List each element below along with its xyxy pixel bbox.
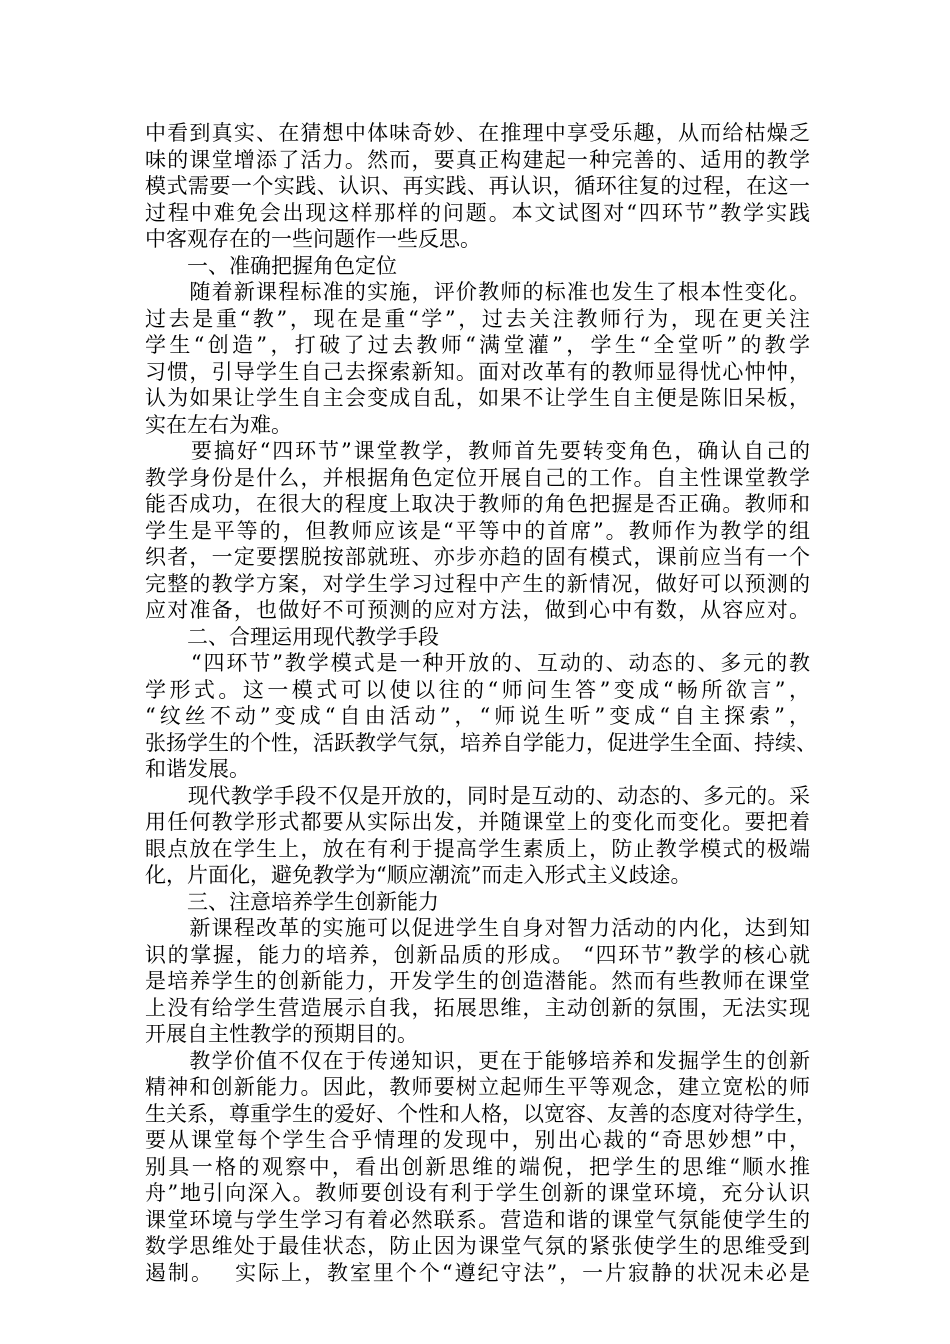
text-line: 要从课堂每个学生合乎情理的发现中，别出心裁的“奇思妙想”中，: [145, 1128, 810, 1152]
text-line: 二、合理运用现代教学手段: [145, 624, 439, 649]
text-line: 学生是平等的，但教师应该是“平等中的首席”。教师作为教学的组: [145, 518, 810, 543]
text-line: 眼点放在学生上，放在有利于提高学生素质上，防止教学模式的极端: [145, 836, 810, 861]
text-line: 别具一格的观察中，看出创新思维的端倪，把学生的思维“顺水推: [145, 1154, 810, 1179]
text-line: 完整的教学方案，对学生学习过程中产生的新情况，做好可以预测的: [145, 571, 810, 596]
text-line: 上没有给学生营造展示自我，拓展思维，主动创新的氛围，无法实现: [145, 995, 810, 1020]
text-line: 是培养学生的创新能力，开发学生的创造潜能。然而有些教师在课堂: [145, 969, 810, 993]
text-line: “纹丝不动”变成“自由活动”，“师说生听”变成“自主探索”，: [145, 704, 810, 728]
text-line: 开展自主性教学的预期目的。: [145, 1022, 418, 1046]
text-line: 课堂环境与学生学习有着必然联系。营造和谐的课堂气氛能使学生的: [145, 1207, 810, 1232]
text-line: 过程中难免会出现这样那样的问题。本文试图对“四环节”教学实践: [145, 200, 810, 225]
text-line: 遏制。 实际上，教室里个个“遵纪守法”，一片寂静的状况未必是: [145, 1260, 810, 1285]
text-line: 数学思维处于最佳状态，防止因为课堂气氛的紧张使学生的思维受到: [145, 1234, 810, 1258]
text-line: 精神和创新能力。因此，教师要树立起师生平等观念，建立宽松的师: [145, 1075, 810, 1099]
text-line: 实在左右为难。: [145, 412, 292, 437]
text-line: 习惯，引导学生自己去探索新知。面对改革有的教师显得忧心忡忡，: [145, 359, 810, 384]
document-body: [145, 120, 817, 1286]
text-line: 教学身份是什么，并根据角色定位开展自己的工作。自主性课堂教学: [145, 465, 810, 490]
text-line: 能否成功，在很大的程度上取决于教师的角色把握是否正确。教师和: [145, 492, 810, 516]
text-line: 模式需要一个实践、认识、再实践、再认识，循环往复的过程，在这一: [145, 174, 810, 198]
text-line: 味的课堂增添了活力。然而，要真正构建起一种完善的、适用的教学: [145, 147, 810, 172]
text-line: 一、准确把握角色定位: [145, 253, 397, 278]
text-line: 生关系，尊重学生的爱好、个性和人格，以宽容、友善的态度对待学生，: [145, 1101, 817, 1126]
text-line: 中看到真实、在猜想中体味奇妙、在推理中享受乐趣，从而给枯燥乏: [145, 121, 810, 145]
text-line: 应对准备，也做好不可预测的应对方法，做到心中有数，从容应对。: [145, 598, 810, 622]
text-line: 学形式。这一模式可以使以往的“师问生答”变成“畅所欲言”，: [145, 677, 810, 702]
text-line: 识的掌握，能力的培养，创新品质的形成。 “四环节”教学的核心就: [145, 942, 810, 967]
text-line: 随着新课程标准的实施，评价教师的标准也发生了根本性变化。: [145, 280, 810, 304]
text-line: 化，片面化，避免教学为“顺应潮流”而走入形式主义歧途。: [145, 863, 692, 887]
text-line: “四环节”教学模式是一种开放的、互动的、动态的、多元的教: [145, 651, 810, 675]
text-line: 用任何教学形式都要从实际出发，并随课堂上的变化而变化。要把着: [145, 810, 810, 834]
text-line: 要搞好“四环节”课堂教学，教师首先要转变角色，确认自己的: [145, 439, 810, 463]
text-line: 过去是重“教”，现在是重“学”，过去关注教师行为，现在更关注: [145, 306, 810, 331]
text-line: 教学价值不仅在于传递知识，更在于能够培养和发掘学生的创新: [145, 1048, 810, 1073]
text-line: 新课程改革的实施可以促进学生自身对智力活动的内化，达到知: [145, 916, 810, 940]
text-line: 学生“创造”，打破了过去教师“满堂灌”，学生“全堂听”的教学: [145, 333, 810, 357]
text-line: 和谐发展。: [145, 757, 250, 781]
text-line: 三、注意培养学生创新能力: [145, 889, 439, 914]
text-line: 张扬学生的个性，活跃教学气氛，培养自学能力，促进学生全面、持续、: [145, 730, 817, 755]
text-line: 现代教学手段不仅是开放的，同时是互动的、动态的、多元的。采: [145, 783, 810, 808]
text-line: 认为如果让学生自主会变成自乱，如果不让学生自主便是陈旧呆板，: [145, 386, 810, 410]
text-line: 舟”地引向深入。教师要创设有利于学生创新的课堂环境，充分认识: [145, 1181, 810, 1205]
text-line: 中客观存在的一些问题作一些反思。: [145, 227, 481, 251]
text-line: 织者，一定要摆脱按部就班、亦步亦趋的固有模式，课前应当有一个: [145, 545, 810, 569]
